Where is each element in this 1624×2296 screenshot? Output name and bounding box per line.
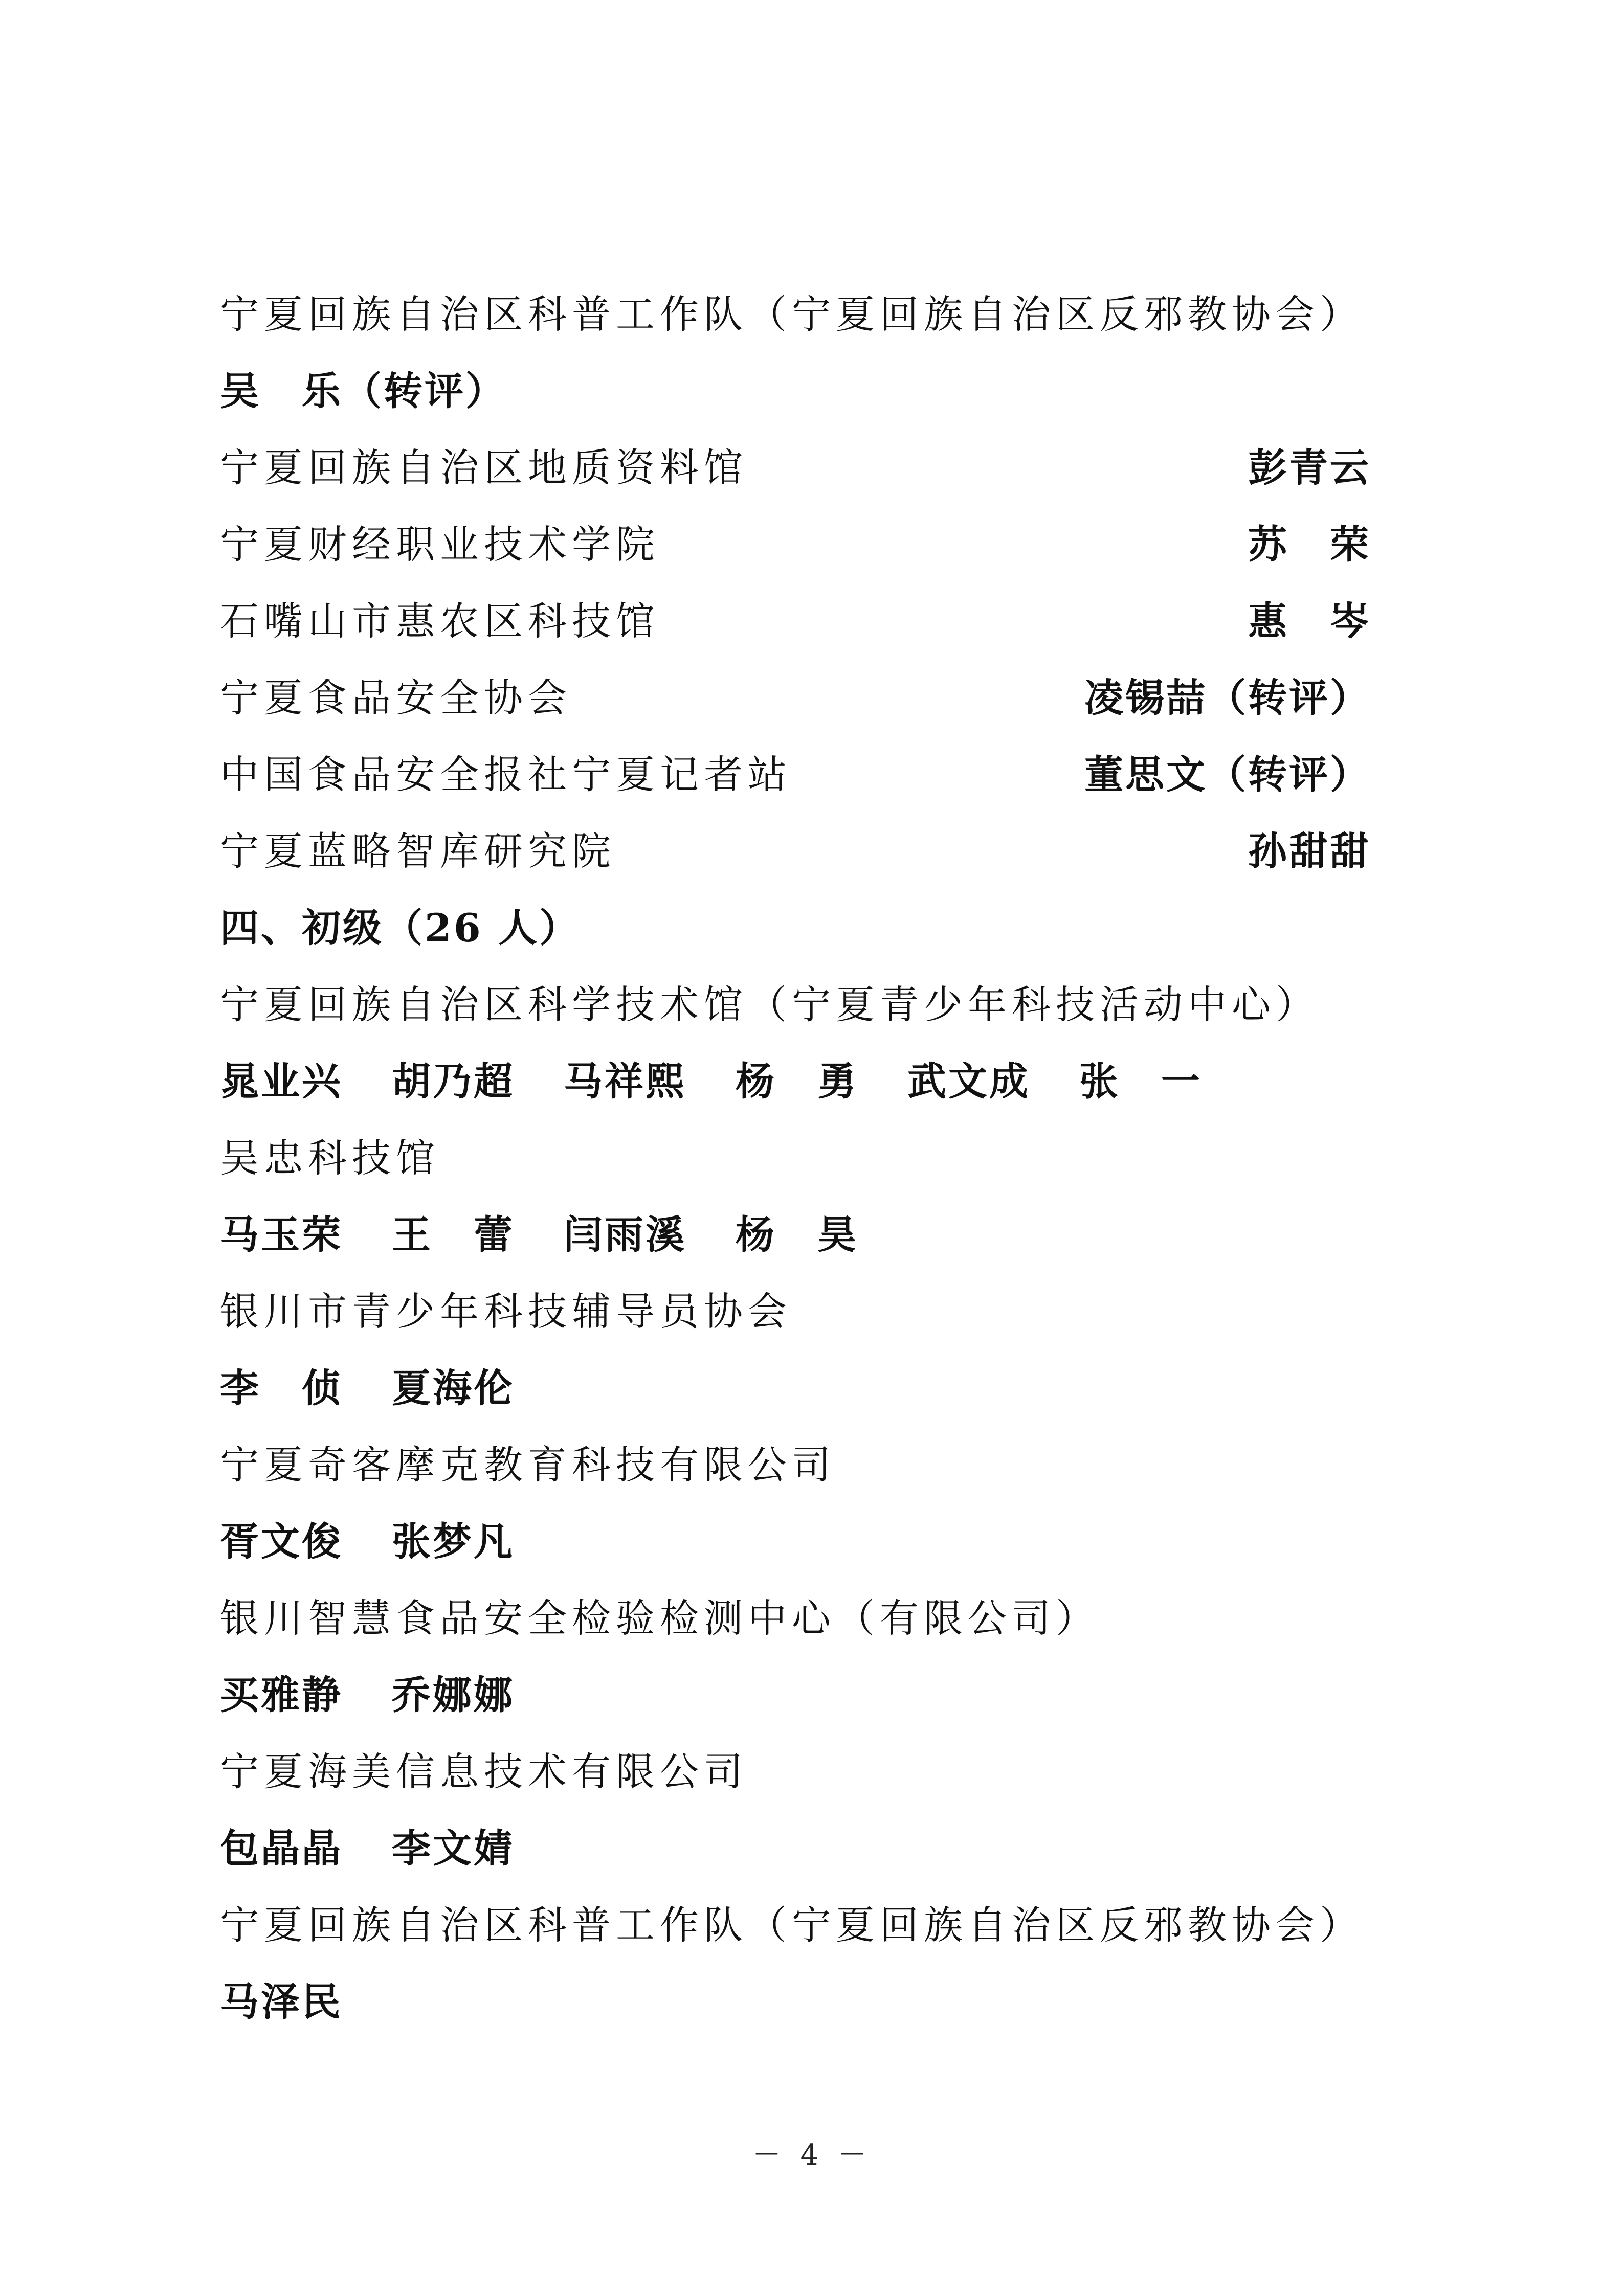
org-line: 宁夏奇客摩克教育科技有限公司 — [220, 1442, 836, 1488]
org-line: 宁夏回族自治区科普工作队（宁夏回族自治区反邪教协会） — [220, 1902, 1364, 1948]
row-org: 宁夏蓝略智库研究院 — [220, 828, 616, 874]
org-line: 银川智慧食品安全检验检测中心（有限公司） — [220, 1595, 1100, 1641]
row-name: 董思文（转评） — [1084, 752, 1371, 797]
org-name-row — [220, 667, 1371, 729]
person-name: 买雅静 — [220, 1672, 343, 1718]
person-name: 乔娜娜 — [392, 1672, 515, 1718]
names-line — [220, 1511, 1371, 1572]
org-line: 银川市青少年科技辅导员协会 — [220, 1289, 792, 1334]
names-line: 吴 乐（转评） — [220, 368, 506, 414]
person-name: 马玉荣 — [220, 1212, 343, 1257]
names-line — [220, 1971, 1371, 2033]
org-name-row — [220, 591, 1371, 652]
person-name: 马泽民 — [220, 1979, 343, 2024]
person-name: 李文婧 — [392, 1826, 515, 1871]
row-org: 石嘴山市惠农区科技馆 — [220, 598, 660, 644]
row-org: 宁夏食品安全协会 — [220, 675, 572, 721]
section-heading: 四、初级（26 人） — [220, 905, 581, 951]
org-line: 宁夏回族自治区科学技术馆（宁夏青少年科技活动中心） — [220, 982, 1320, 1027]
org-name-row — [220, 437, 1371, 499]
person-name: 胡乃超 — [392, 1059, 515, 1104]
person-name: 马祥熙 — [564, 1059, 686, 1104]
names-line — [220, 1358, 1371, 1419]
row-name: 惠 岑 — [1248, 598, 1371, 644]
names-line — [220, 1051, 1371, 1112]
person-name: 杨 勇 — [736, 1059, 858, 1104]
person-name: 包晶晶 — [220, 1826, 343, 1871]
row-name: 孙甜甜 — [1248, 828, 1371, 874]
names-line — [220, 1818, 1371, 1879]
org-name-row — [220, 821, 1371, 882]
names-line — [220, 1204, 1371, 1266]
person-name: 张 一 — [1079, 1059, 1202, 1104]
person-name: 张梦凡 — [392, 1519, 515, 1564]
row-name: 凌锡喆（转评） — [1084, 675, 1371, 721]
org-line: 宁夏回族自治区科普工作队（宁夏回族自治区反邪教协会） — [220, 291, 1364, 337]
org-name-row — [220, 744, 1371, 805]
names-line — [220, 1664, 1371, 1726]
org-line: 吴忠科技馆 — [220, 1135, 440, 1181]
page-number: － 4 － — [752, 2139, 872, 2172]
person-name: 胥文俊 — [220, 1519, 343, 1564]
person-name: 李 侦 — [220, 1365, 343, 1411]
person-name: 武文成 — [907, 1059, 1030, 1104]
person-name: 闫雨溪 — [564, 1212, 686, 1257]
person-name: 杨 昊 — [736, 1212, 858, 1257]
person-name: 夏海伦 — [392, 1365, 515, 1411]
person-name: 晁业兴 — [220, 1059, 343, 1104]
org-name-row — [220, 514, 1371, 575]
person-name: 王 蕾 — [392, 1212, 515, 1257]
row-org: 中国食品安全报社宁夏记者站 — [220, 752, 792, 797]
row-org: 宁夏回族自治区地质资料馆 — [220, 445, 748, 490]
row-name: 苏 荣 — [1248, 522, 1371, 567]
row-org: 宁夏财经职业技术学院 — [220, 522, 660, 567]
row-name: 彭青云 — [1248, 445, 1371, 490]
org-line: 宁夏海美信息技术有限公司 — [220, 1749, 748, 1794]
